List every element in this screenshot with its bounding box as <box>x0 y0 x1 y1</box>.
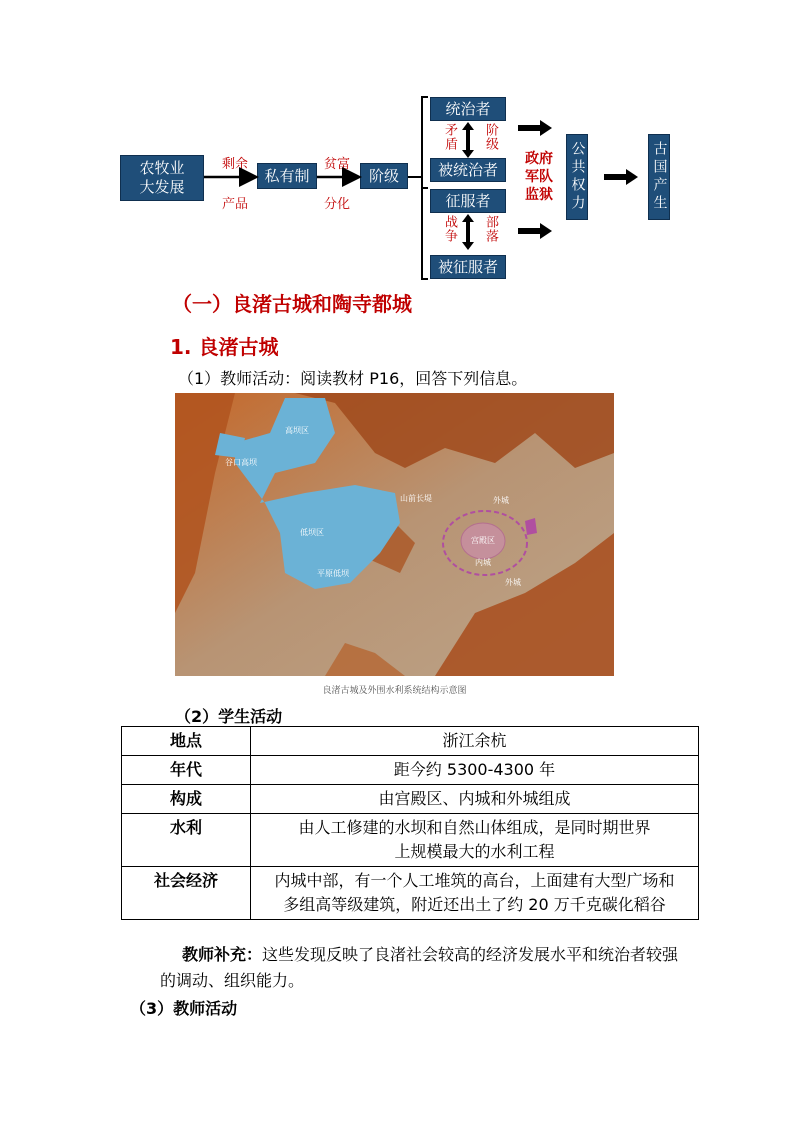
flow-start-line2: 大发展 <box>139 178 185 196</box>
public-power-text: 公共权力 <box>569 141 586 213</box>
map-label-inner-city: 内城 <box>475 558 491 567</box>
brace <box>422 97 428 279</box>
table-row <box>122 814 699 867</box>
table-value: 内城中部，有一个人工堆筑的高台，上面建有大型广场和多组高等级建筑，附近还出土了约 20 万千克碳化稻谷 <box>251 867 699 920</box>
supplement-label: 教师补充： <box>182 945 263 964</box>
table-key: 社会经济 <box>122 867 251 920</box>
table-row <box>122 785 699 814</box>
gov-line-3: 监狱 <box>525 187 553 203</box>
map-label-low-dam: 低坝区 <box>300 528 324 537</box>
activity-2-text: （2）学生活动 <box>175 707 283 726</box>
table-key: 年代 <box>122 756 251 785</box>
map-graphic <box>175 393 614 676</box>
teacher-supplement <box>160 942 680 994</box>
table-row <box>122 867 699 920</box>
liangzhu-map <box>175 393 614 676</box>
gov-line-2: 军队 <box>525 169 553 185</box>
map-label-outer-city-top: 外城 <box>493 496 509 505</box>
label-surplus-top: 剩余 <box>222 157 249 172</box>
map-label-palace: 宫殿区 <box>471 536 495 545</box>
flow-class-box: 阶级 <box>360 163 408 189</box>
table-key: 地点 <box>122 727 251 756</box>
map-label-high-dam: 高坝区 <box>285 426 309 435</box>
table-key: 构成 <box>122 785 251 814</box>
label-surplus-bottom: 产品 <box>222 197 249 212</box>
activity-2 <box>175 704 282 727</box>
gov-line-1: 政府 <box>525 151 553 167</box>
label-war: 战争 <box>442 215 457 243</box>
double-arrow-conflict <box>462 122 474 158</box>
table-value: 由人工修建的水坝和自然山体组成，是同时期世界上规模最大的水利工程 <box>251 814 699 867</box>
block-arrow-upper <box>518 120 552 136</box>
table-key: 水利 <box>122 814 251 867</box>
map-label-valley-dam: 谷口高坝 <box>225 458 257 467</box>
block-arrow-lower <box>518 223 552 239</box>
state-text: 古国产生 <box>651 141 668 213</box>
map-label-long-dike: 山前长堤 <box>400 494 432 503</box>
flow-ruled-box: 被统治者 <box>430 158 506 182</box>
section-title: （一）良渚古城和陶寺都城 <box>172 292 412 316</box>
flow-connectors <box>0 0 794 300</box>
table-row <box>122 756 699 785</box>
label-tribe: 部落 <box>483 215 498 243</box>
flow-private-box: 私有制 <box>257 163 317 189</box>
label-wealth-top: 贫富 <box>324 157 351 172</box>
map-label-plain-dam: 平原低坝 <box>317 569 349 578</box>
block-arrow-to-state <box>604 169 638 185</box>
label-conflict: 矛盾 <box>442 123 457 151</box>
table-value: 由宫殿区、内城和外城组成 <box>251 785 699 814</box>
flow-conquered-box: 被征服者 <box>430 255 506 279</box>
flow-ruler-box: 统治者 <box>430 97 506 121</box>
table-value: 距今约 5300-4300 年 <box>251 756 699 785</box>
label-class-struggle: 阶级 <box>483 123 498 151</box>
table-row <box>122 727 699 756</box>
map-label-outer-city-bottom: 外城 <box>505 578 521 587</box>
activity-3: （3）教师活动 <box>130 999 238 1018</box>
subsection-title: 1. 良渚古城 <box>170 335 279 359</box>
info-table <box>121 726 699 920</box>
table-value: 浙江余杭 <box>251 727 699 756</box>
flow-conqueror-box: 征服者 <box>430 189 506 213</box>
flow-start-line1: 农牧业 <box>139 159 185 177</box>
activity-1: （1）教师活动：阅读教材 P16，回答下列信息。 <box>178 369 528 388</box>
supplement-text: 这些发现反映了良渚社会较高的经济发展水平和统治者较强的调动、组织能力。 <box>160 945 679 990</box>
label-wealth-bottom: 分化 <box>324 197 351 212</box>
double-arrow-war <box>462 214 474 250</box>
map-caption: 良渚古城及外围水利系统结构示意图 <box>322 686 467 696</box>
